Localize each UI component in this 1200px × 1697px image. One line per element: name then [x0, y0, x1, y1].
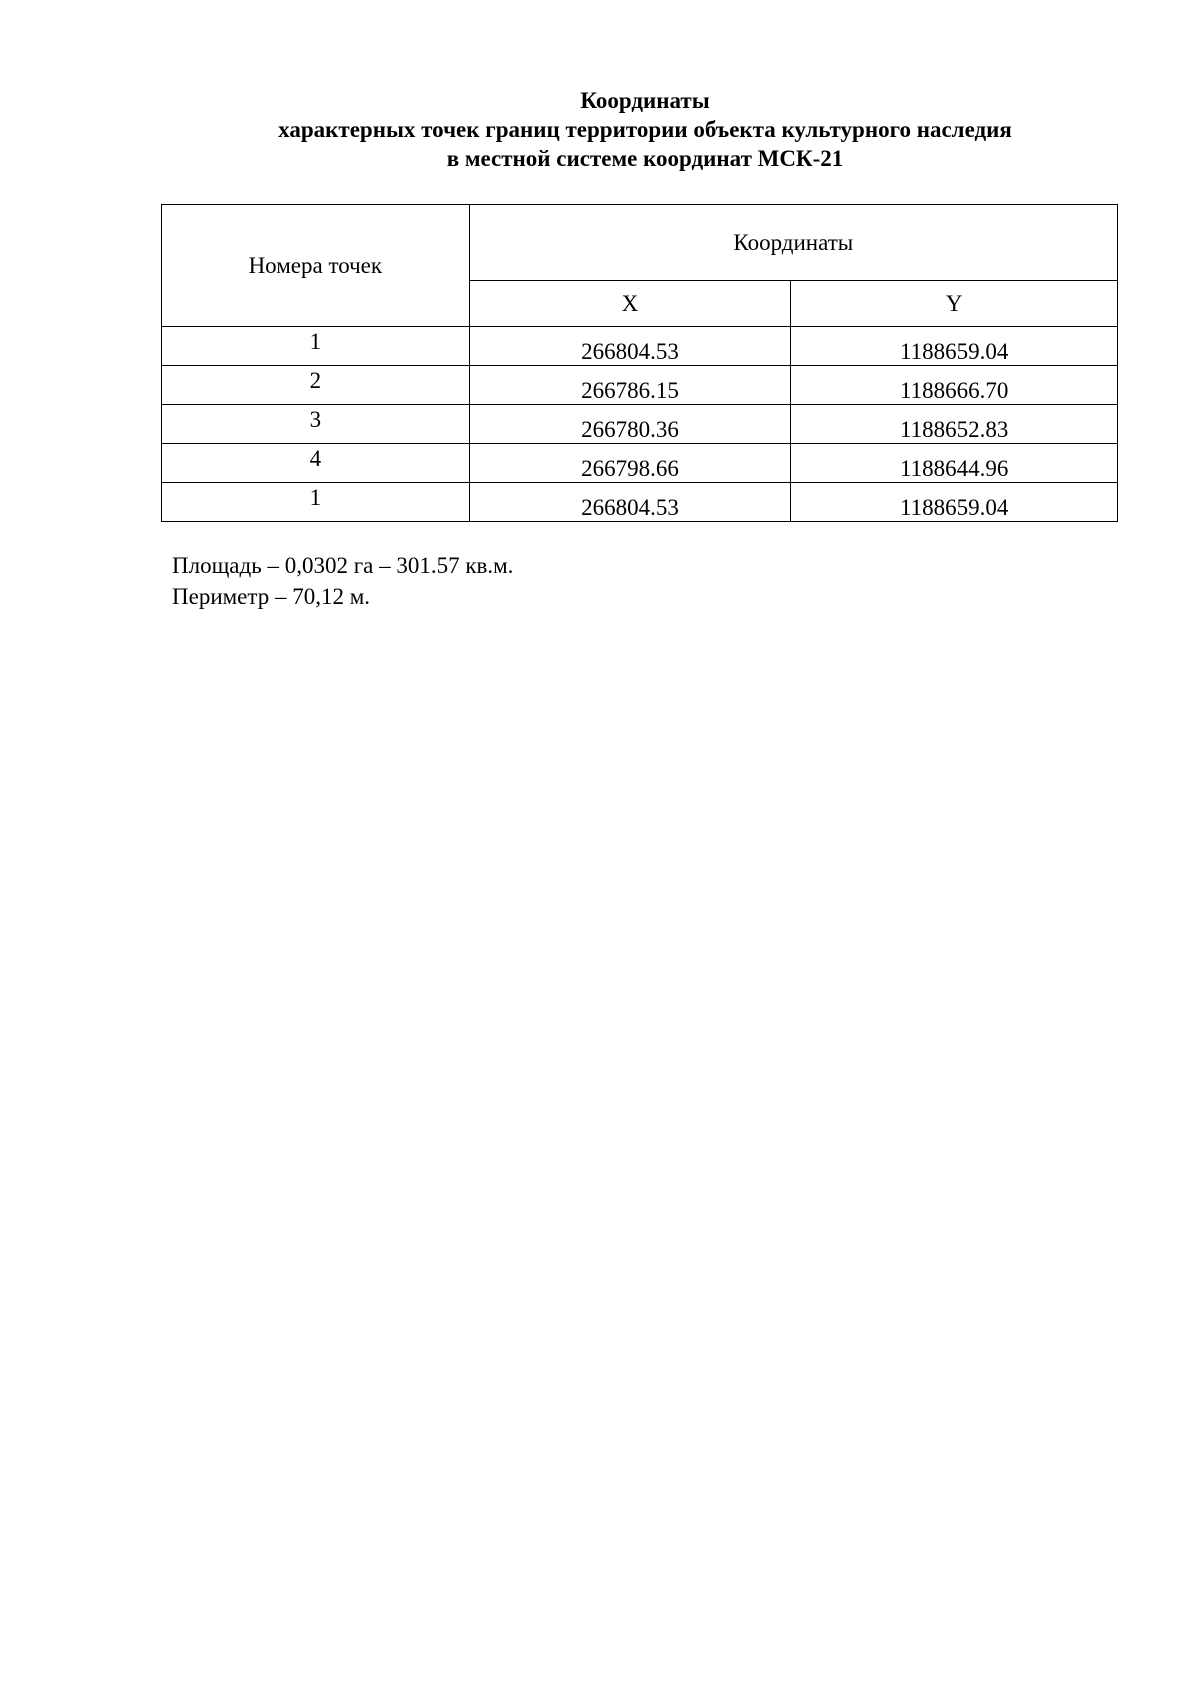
coord-x: 266798.66: [469, 444, 791, 483]
point-number: 1: [162, 483, 470, 522]
point-number: 3: [162, 405, 470, 444]
perimeter-text: Периметр – 70,12 м.: [172, 584, 371, 609]
coord-x: 266786.15: [469, 366, 791, 405]
coord-y: 1188644.96: [791, 444, 1118, 483]
coord-y: 1188659.04: [791, 327, 1118, 366]
coord-y: 1188652.83: [791, 405, 1118, 444]
header-point-numbers: Номера точек: [162, 205, 470, 327]
point-number: 4: [162, 444, 470, 483]
title-line-2: характерных точек границ территории объекта культурного наследия: [278, 117, 1012, 142]
header-coordinates: Координаты: [469, 205, 1117, 281]
coordinates-table: [161, 204, 1118, 522]
coord-y: 1188659.04: [791, 483, 1118, 522]
header-x: X: [469, 281, 791, 327]
point-number: 1: [162, 327, 470, 366]
header-y: Y: [791, 281, 1118, 327]
area-text: Площадь – 0,0302 га – 301.57 кв.м.: [172, 553, 514, 578]
coord-x: 266804.53: [469, 483, 791, 522]
notes-block: [172, 550, 513, 612]
table-row: [162, 366, 1118, 405]
title-line-1: Координаты: [580, 88, 710, 113]
coord-x: 266780.36: [469, 405, 791, 444]
coord-y: 1188666.70: [791, 366, 1118, 405]
document-title: [0, 86, 1200, 173]
title-line-3: в местной системе координат МСК-21: [446, 146, 844, 171]
table-row: [162, 444, 1118, 483]
coord-x: 266804.53: [469, 327, 791, 366]
table-row: [162, 483, 1118, 522]
table-row: [162, 405, 1118, 444]
point-number: 2: [162, 366, 470, 405]
table-row: [162, 327, 1118, 366]
